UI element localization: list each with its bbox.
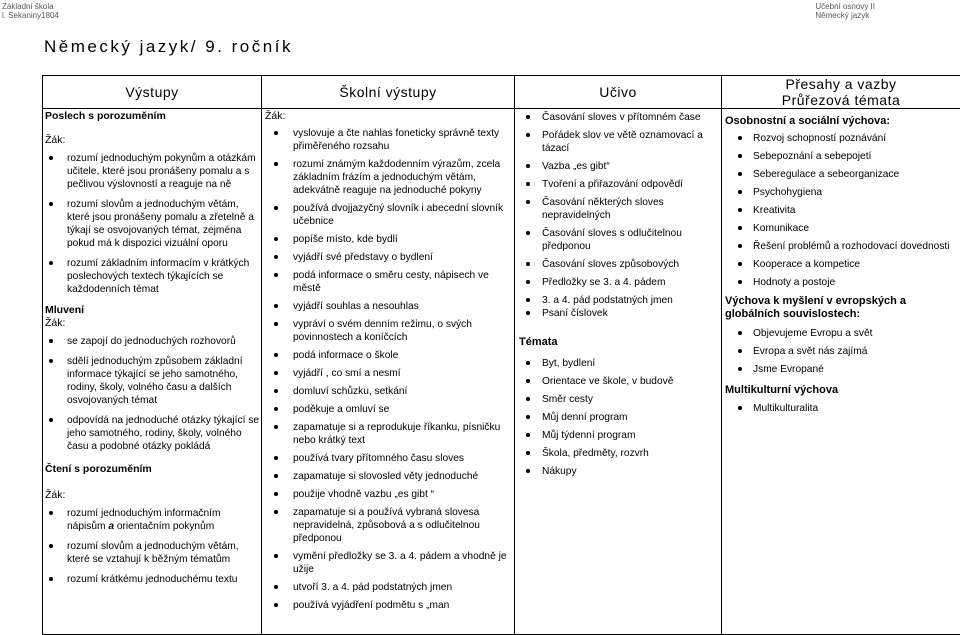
header-cross-line1: Přesahy a vazby bbox=[785, 76, 897, 92]
list-item: Tvoření a přiřazování odpovědí bbox=[515, 178, 719, 191]
list-item: používá vyjádření podmětu s „man bbox=[265, 599, 510, 612]
page-header-left bbox=[2, 2, 59, 20]
pupil-label: Žák: bbox=[45, 317, 66, 329]
section-global-title: Výchova k myšlení v evropských a globálních souvislostech: bbox=[725, 295, 906, 320]
section-personal-social-title: Osobnostní a sociální výchova: bbox=[725, 115, 891, 127]
list-item: Rozvoj schopností poznávání bbox=[725, 132, 958, 145]
list-item: vyjádří své představy o bydlení bbox=[265, 251, 510, 264]
list-item: Časování sloves způsobových bbox=[515, 258, 719, 271]
list-item: poděkuje a omluví se bbox=[265, 403, 510, 416]
list-item: Multikulturalita bbox=[725, 402, 958, 415]
list-item: odpovídá na jednoduché otázky týkající se jeho samotného, rodiny, školy, volného času a podobné otázky pokládá bbox=[45, 414, 261, 453]
header-curriculum: Učivo bbox=[515, 76, 722, 109]
list-item: vyjádří souhlas a nesouhlas bbox=[265, 300, 510, 313]
list-item: Seberegulace a sebeorganizace bbox=[725, 168, 958, 181]
list-item-text: orientačním pokynům bbox=[114, 521, 215, 532]
list-item: podá informace o směru cesty, nápisech ve městě bbox=[265, 269, 510, 295]
list-item: sdělí jednoduchým způsobem základní informace týkající se jeho samotného, rodiny, školy, volného času a dalších osvojovaných témat bbox=[45, 355, 261, 407]
list-item: popíše místo, kde bydlí bbox=[265, 233, 510, 246]
list-item: utvoří 3. a 4. pád podstatných jmen bbox=[265, 581, 510, 594]
header-cross-curricular bbox=[722, 76, 960, 109]
list-item: domluví schůzku, setkání bbox=[265, 385, 510, 398]
list-item: Nákupy bbox=[515, 465, 719, 478]
list-item: používá dvojjazyčný slovník i abecední slovník učebnice bbox=[265, 202, 510, 228]
list-item: Jsme Evropané bbox=[725, 363, 958, 376]
list-item: použije vhodně vazbu „es gibt “ bbox=[265, 488, 510, 501]
list-item: Časování některých sloves nepravidelných bbox=[515, 196, 719, 222]
list-item: Sebepoznání a sebepojetí bbox=[725, 150, 958, 163]
pupil-label: Žák: bbox=[45, 134, 66, 146]
section-speaking-title: Mluvení bbox=[45, 304, 85, 316]
list-item: Můj denní program bbox=[515, 411, 719, 424]
personal-social-list bbox=[725, 132, 958, 289]
page-header-right bbox=[815, 2, 875, 20]
curriculum-cell bbox=[515, 109, 722, 635]
list-item: zapamatuje si slovosled věty jednoduché bbox=[265, 470, 510, 483]
list-item: 3. a 4. pád podstatných jmen bbox=[515, 294, 719, 307]
cross-curricular-cell bbox=[722, 109, 960, 635]
list-item: Byt, bydlení bbox=[515, 357, 719, 370]
list-item: rozumí slovům a jednoduchým větám, které jsou pronášeny pomalu a zřetelně a týkají se osvojovaných témat, zejména pokud má k dispozici vizuální oporu bbox=[45, 198, 261, 250]
list-item: Vazba „es gibt“ bbox=[515, 160, 719, 173]
list-item: se zapojí do jednoduchých rozhovorů bbox=[45, 335, 261, 348]
pupil-label: Žák: bbox=[265, 110, 286, 122]
list-item: Psychohygiena bbox=[725, 186, 958, 199]
list-item: vyjádří , co smí a nesmí bbox=[265, 367, 510, 380]
list-item: vymění předložky se 3. a 4. pádem a vhodně je užije bbox=[265, 550, 510, 576]
pupil-label: Žák: bbox=[45, 489, 66, 501]
document-title: Německý jazyk/ 9. ročník bbox=[44, 37, 293, 56]
curriculum-table bbox=[42, 75, 960, 635]
reading-list bbox=[45, 507, 261, 586]
list-item: Pořádek slov ve větě oznamovací a tázací bbox=[515, 129, 719, 155]
school-outcomes-list bbox=[265, 127, 510, 612]
listening-list bbox=[45, 152, 261, 296]
table-body-row bbox=[43, 109, 960, 635]
topics-title: Témata bbox=[519, 336, 558, 348]
list-item: Časování sloves s odlučitelnou předponou bbox=[515, 227, 719, 253]
list-item: Komunikace bbox=[725, 222, 958, 235]
list-item: Řešení problémů a rozhodovací dovednosti bbox=[725, 240, 958, 253]
list-item: používá tvary přítomného času sloves bbox=[265, 452, 510, 465]
list-item: rozumí krátkému jednoduchému textu bbox=[45, 573, 261, 586]
list-item: rozumí slovům a jednoduchým větám, které se vztahují k běžným tématům bbox=[45, 540, 261, 566]
list-item: Časování sloves v přítomném čase bbox=[515, 111, 719, 124]
list-item: Objevujeme Evropu a svět bbox=[725, 327, 958, 340]
speaking-list bbox=[45, 335, 261, 453]
list-item: Hodnoty a postoje bbox=[725, 276, 958, 289]
list-item: vyslovuje a čte nahlas foneticky správně texty přiměřeného rozsahu bbox=[265, 127, 510, 153]
list-item: Můj týdenní program bbox=[515, 429, 719, 442]
list-item: vypráví o svém denním režimu, o svých povinnostech a koníčcích bbox=[265, 318, 510, 344]
document-type: Učební osnovy II bbox=[815, 2, 875, 11]
list-item: Předložky se 3. a 4. pádem bbox=[515, 276, 719, 289]
section-reading-title: Čtení s porozuměním bbox=[45, 463, 152, 475]
section-listening-title: Poslech s porozuměním bbox=[45, 110, 166, 122]
school-address: l. Sekaniny1804 bbox=[2, 11, 59, 20]
header-outcomes: Výstupy bbox=[43, 76, 262, 109]
list-item: rozumí jednoduchým pokynům a otázkám učitele, které jsou pronášeny pomalu a s pečlivou výslovností a reaguje na ně bbox=[45, 152, 261, 191]
list-item: Orientace ve škole, v budově bbox=[515, 375, 719, 388]
list-item-text: rozumí jednoduchým informačním nápisům bbox=[67, 508, 221, 532]
list-item: zapamatuje si a reprodukuje říkanku, písničku nebo krátký text bbox=[265, 421, 510, 447]
list-item bbox=[45, 507, 261, 533]
list-item: podá informace o škole bbox=[265, 349, 510, 362]
school-name: Základní škola bbox=[2, 2, 54, 11]
list-item: zapamatuje si a používá vybraná slovesa nepravidelná, způsobová a s odlučitelnou předponou bbox=[265, 506, 510, 545]
topics-list bbox=[515, 357, 719, 478]
subject-name: Německý jazyk bbox=[815, 11, 870, 20]
list-item: rozumí známým každodenním výrazům, zcela základním frázím a jednoduchým větám, adekvátně reaguje na jednoduché pokyny bbox=[265, 158, 510, 197]
list-item: Kreativita bbox=[725, 204, 958, 217]
list-item: Škola, předměty, rozvrh bbox=[515, 447, 719, 460]
outcomes-cell bbox=[43, 109, 262, 635]
header-school-outcomes: Školní výstupy bbox=[262, 76, 515, 109]
list-item: Evropa a svět nás zajímá bbox=[725, 345, 958, 358]
list-item-emphasis: a bbox=[108, 521, 115, 532]
list-item: Psaní číslovek bbox=[515, 307, 719, 320]
school-outcomes-cell bbox=[262, 109, 515, 635]
table-header-row bbox=[43, 76, 960, 109]
list-item: Směr cesty bbox=[515, 393, 719, 406]
list-item: Kooperace a kompetice bbox=[725, 258, 958, 271]
grammar-list bbox=[515, 111, 719, 320]
section-multicultural-title: Multikulturní výchova bbox=[725, 384, 839, 396]
list-item: rozumí základním informacím v krátkých poslechových textech týkajících se každodenních témat bbox=[45, 257, 261, 296]
header-cross-line2: Průřezová témata bbox=[781, 92, 901, 108]
multicultural-list bbox=[725, 402, 958, 415]
global-list bbox=[725, 327, 958, 376]
